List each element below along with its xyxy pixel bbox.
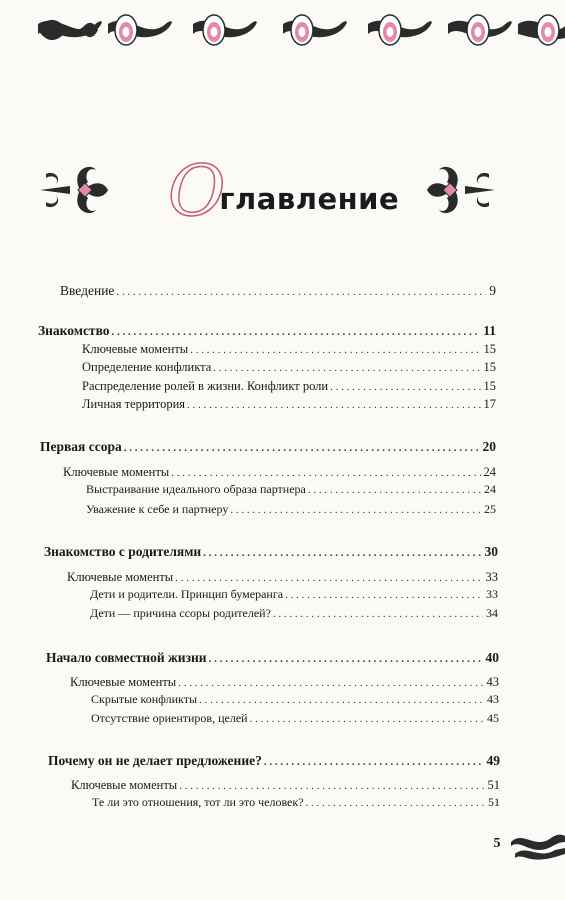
toc-entry-page: 45 — [487, 711, 499, 725]
toc-entry-label: Дети — причина ссоры родителей? — [90, 606, 271, 620]
toc-entry[interactable] — [82, 379, 496, 394]
toc-entry-label: Ключевые моменты — [63, 465, 170, 479]
toc-entry[interactable] — [67, 570, 498, 585]
dot-leader — [178, 677, 483, 689]
page-title — [168, 150, 400, 232]
dot-leader — [124, 442, 480, 454]
toc-entry-page: 24 — [484, 482, 496, 496]
toc-entry-label: Введение — [60, 283, 115, 298]
toc-entry-page: 15 — [483, 342, 496, 356]
toc-entry-label: Знакомство — [38, 323, 110, 338]
fleur-de-lis-icon — [425, 160, 495, 220]
dot-leader — [175, 572, 482, 584]
dot-leader — [250, 713, 484, 725]
bottom-ornamental-border — [511, 828, 565, 862]
dot-leader — [213, 362, 480, 374]
top-ornamental-border — [38, 8, 565, 52]
title-initial: О — [168, 150, 226, 232]
toc-entry[interactable] — [90, 587, 498, 602]
dot-leader — [112, 326, 481, 338]
dot-leader — [308, 484, 481, 496]
dot-leader — [179, 780, 484, 792]
toc-entry-label: Первая ссора — [40, 439, 122, 454]
toc-entry[interactable] — [92, 795, 500, 810]
toc-entry-page: 11 — [483, 323, 496, 338]
dot-leader — [116, 286, 486, 298]
toc-entry-label: Личная территория — [82, 397, 186, 411]
toc-entry-page: 20 — [482, 439, 496, 454]
toc-entry-page: 40 — [485, 650, 499, 665]
dot-leader — [203, 547, 481, 559]
toc-entry-label: Ключевые моменты — [67, 570, 174, 584]
toc-entry-label: Ключевые моменты — [70, 675, 177, 689]
title-rest: главление — [219, 182, 400, 216]
page-number: 5 — [493, 836, 501, 851]
toc-entry-label: Знакомство с родителями — [44, 544, 202, 559]
dot-leader — [209, 653, 483, 665]
toc-entry-page: 43 — [486, 675, 499, 689]
toc-entry-page: 51 — [487, 778, 500, 792]
toc-entry-page: 43 — [487, 692, 499, 706]
toc-entry-page: 33 — [486, 587, 498, 601]
toc-entry-page: 51 — [488, 795, 500, 809]
toc-entry[interactable] — [91, 692, 499, 707]
dot-leader — [187, 399, 480, 411]
toc-entry-label: Скрытые конфликты — [91, 692, 198, 706]
dot-leader — [230, 504, 481, 516]
toc-entry-label: Дети и родители. Принцип бумеранга — [90, 587, 284, 601]
toc-entry-page: 9 — [489, 283, 496, 298]
toc-entry-page: 15 — [483, 360, 496, 374]
toc-entry[interactable] — [82, 342, 496, 357]
toc-entry-page: 34 — [486, 606, 498, 620]
toc-entry[interactable] — [91, 711, 499, 726]
toc-entry[interactable] — [82, 397, 496, 412]
toc-entry-page: 25 — [484, 502, 496, 516]
dot-leader — [199, 694, 484, 706]
toc-entry[interactable] — [60, 283, 496, 299]
toc-entry-page: 24 — [483, 465, 496, 479]
dot-leader — [285, 589, 483, 601]
toc-entry-page: 30 — [484, 544, 498, 559]
toc-entry-label: Ключевые моменты — [71, 778, 178, 792]
toc-entry[interactable] — [82, 360, 496, 375]
toc-entry[interactable] — [38, 323, 496, 339]
toc-entry-page: 33 — [485, 570, 498, 584]
toc-entry[interactable] — [63, 465, 496, 480]
dot-leader — [306, 797, 485, 809]
toc-entry-page: 17 — [483, 397, 496, 411]
toc-entry-label: Почему он не делает предложение? — [48, 753, 262, 768]
toc-entry-label: Распределение ролей в жизни. Конфликт роли — [82, 379, 329, 393]
toc-entry-label: Начало совместной жизни — [46, 650, 207, 665]
toc-entry[interactable] — [44, 544, 498, 560]
toc-entry-page: 15 — [483, 379, 496, 393]
toc-entry[interactable] — [90, 606, 498, 621]
toc-entry[interactable] — [48, 753, 500, 769]
dot-leader — [171, 467, 480, 479]
toc-entry-label: Те ли это отношения, тот ли это человек? — [92, 795, 304, 809]
toc-entry[interactable] — [46, 650, 499, 666]
toc-entry[interactable] — [71, 778, 500, 793]
dot-leader — [330, 381, 480, 393]
dot-leader — [273, 608, 483, 620]
toc-entry-label: Определение конфликта — [82, 360, 212, 374]
fleur-de-lis-icon — [40, 160, 110, 220]
toc-entry-label: Выстраивание идеального образа партнера — [86, 482, 306, 496]
toc-entry[interactable] — [86, 502, 496, 517]
toc-entry-page: 49 — [486, 753, 500, 768]
toc-entry[interactable] — [86, 482, 496, 497]
toc-entry-label: Ключевые моменты — [82, 342, 189, 356]
toc-entry-label: Отсутствие ориентиров, целей — [91, 711, 248, 725]
toc-entry[interactable] — [40, 439, 496, 455]
dot-leader — [264, 756, 484, 768]
toc-entry[interactable] — [70, 675, 499, 690]
toc-entry-label: Уважение к себе и партнеру — [86, 502, 229, 516]
dot-leader — [190, 344, 480, 356]
